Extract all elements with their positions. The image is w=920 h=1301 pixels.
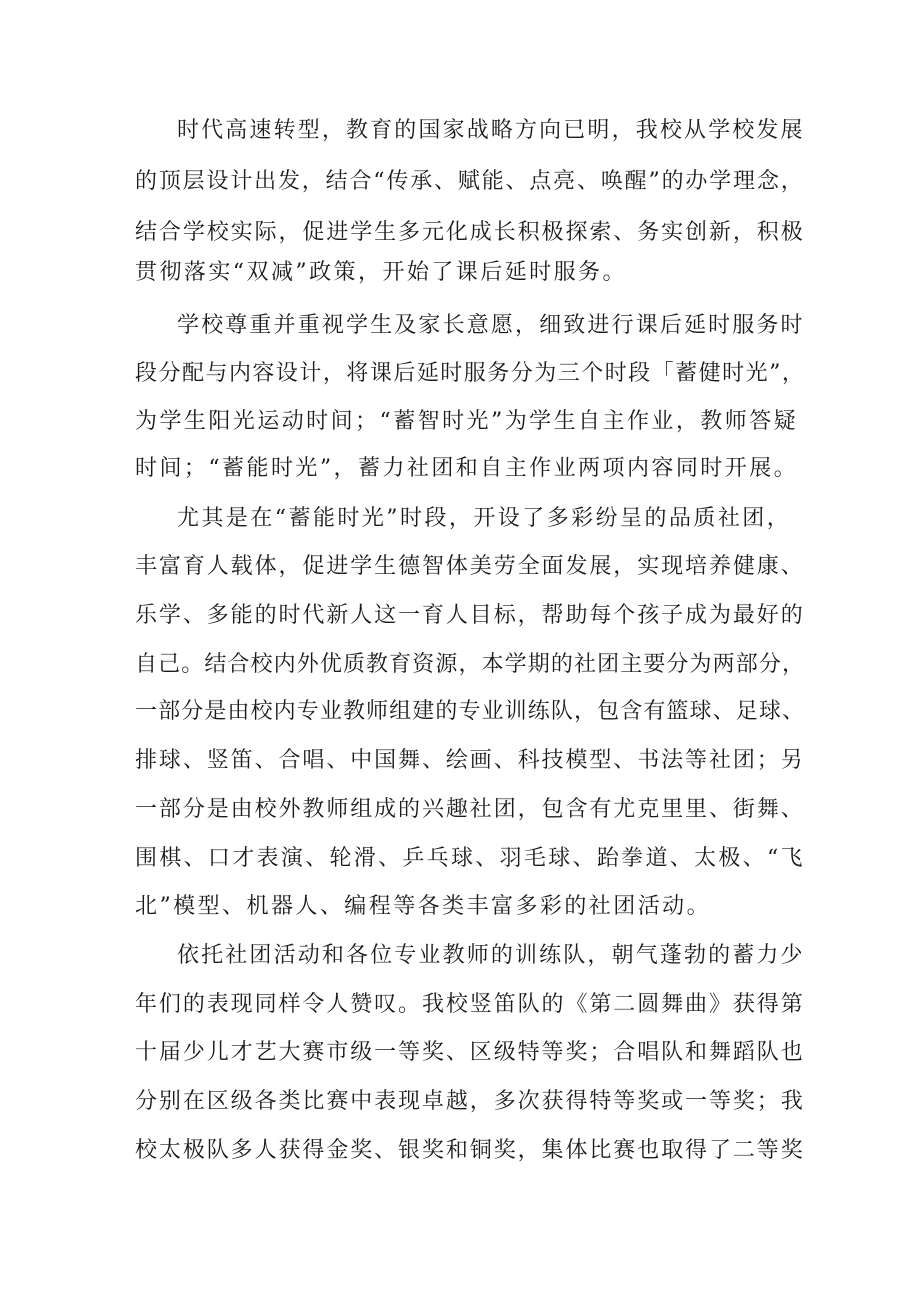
paragraph-1-line-3: 结合学校实际，促进学生多元化成长积极探索、务实创新，积极: [135, 220, 805, 245]
paragraph-3-line-7: 一部分是由校外教师组成的兴趣社团，包含有尤克里里、街舞、: [135, 797, 805, 822]
paragraph-3-line-3: 乐学、多能的时代新人这一育人目标，帮助每个孩子成为最好的: [135, 603, 805, 628]
paragraph-3-line-8: 围棋、口才表演、轮滑、乒乓球、羽毛球、跆拳道、太极、“飞: [135, 846, 805, 871]
paragraph-4-line-4: 分别在区级各类比赛中表现卓越，多次获得特等奖或一等奖；我: [135, 1089, 805, 1114]
paragraph-4-line-5: 校太极队多人获得金奖、银奖和铜奖，集体比赛也取得了二等奖: [135, 1138, 805, 1163]
paragraph-2-line-1: 学校尊重并重视学生及家长意愿，细致进行课后延时服务时: [177, 313, 805, 338]
paragraph-3-line-2: 丰富育人载体，促进学生德智体美劳全面发展，实现培养健康、: [135, 554, 805, 579]
paragraph-3-line-5: 一部分是由校内专业教师组建的专业训练队，包含有篮球、足球、: [135, 699, 806, 724]
paragraph-4-line-1: 依托社团活动和各位专业教师的训练队，朝气蓬勃的蓄力少: [177, 943, 805, 968]
paragraph-2-line-3: 为学生阳光运动时间；“蓄智时光”为学生自主作业，教师答疑: [135, 409, 799, 434]
paragraph-3-line-1: 尤其是在“蓄能时光”时段，开设了多彩纷呈的品质社团，: [177, 506, 792, 531]
paragraph-3-line-6: 排球、竖笛、合唱、中国舞、绘画、科技模型、书法等社团；另: [135, 748, 805, 773]
paragraph-1-line-2: 的顶层设计出发，结合“传承、赋能、点亮、唤醒”的办学理念，: [135, 169, 805, 194]
paragraph-4-line-2: 年们的表现同样令人赞叹。我校竖笛队的《第二圆舞曲》获得第: [135, 992, 805, 1017]
paragraph-4-line-3: 十届少儿才艺大赛市级一等奖、区级特等奖；合唱队和舞蹈队也: [135, 1040, 805, 1065]
paragraph-1-line-1: 时代高速转型，教育的国家战略方向已明，我校从学校发展: [177, 118, 805, 143]
paragraph-3-line-9: 北”模型、机器人、编程等各类丰富多彩的社团活动。: [135, 894, 712, 919]
paragraph-1-line-4: 贯彻落实“双减”政策，开始了课后延时服务。: [135, 260, 627, 285]
paragraph-2-line-4: 时间；“蓄能时光”，蓄力社团和自主作业两项内容同时开展。: [135, 456, 799, 481]
paragraph-3-line-4: 自己。结合校内外优质教育资源，本学期的社团主要分为两部分，: [135, 652, 806, 677]
paragraph-2-line-2: 段分配与内容设计，将课后延时服务分为三个时段「蓄健时光”，: [135, 361, 806, 386]
